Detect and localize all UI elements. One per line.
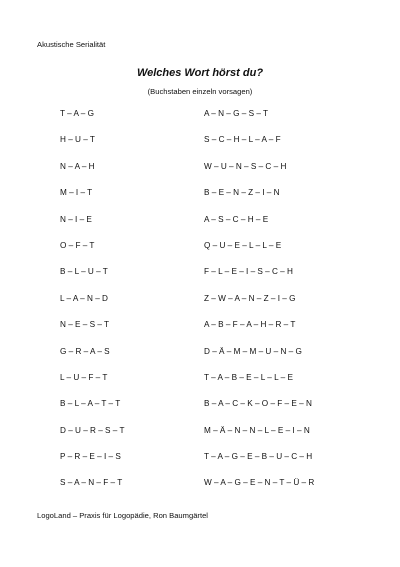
word-right: A – S – C – H – E (204, 214, 269, 224)
word-left: N – I – E (60, 214, 92, 224)
word-row (0, 347, 400, 373)
word-right: M – Ä – N – N – L – E – I – N (204, 425, 310, 435)
word-left: G – R – A – S (60, 346, 110, 356)
word-left: T – A – G (60, 109, 94, 118)
word-left: S – A – N – F – T (60, 478, 123, 488)
word-right: S – C – H – L – A – F (204, 135, 281, 145)
word-row (0, 452, 400, 478)
word-left: O – F – T (60, 240, 95, 250)
word-row (0, 215, 400, 241)
word-row (0, 162, 400, 188)
word-grid (0, 109, 400, 505)
word-left: L – A – N – D (60, 293, 108, 303)
word-right: T – A – B – E – L – L – E (204, 372, 293, 382)
word-right: B – A – C – K – O – F – E – N (204, 399, 312, 409)
word-row (0, 241, 400, 267)
word-right: D – Ä – M – M – U – N – G (204, 346, 302, 356)
word-row (0, 373, 400, 399)
word-row (0, 399, 400, 425)
word-right: Z – W – A – N – Z – I – G (204, 293, 296, 303)
word-left: L – U – F – T (60, 372, 108, 382)
word-row (0, 320, 400, 346)
word-row (0, 294, 400, 320)
word-row (0, 188, 400, 214)
word-right: A – B – F – A – H – R – T (204, 320, 296, 330)
word-left: B – L – A – T – T (60, 399, 121, 409)
word-right: B – E – N – Z – I – N (204, 188, 280, 198)
page-header: Akustische Serialität (37, 40, 106, 49)
page-footer: LogoLand – Praxis für Logopädie, Ron Baumgärtel (37, 511, 208, 520)
word-left: M – I – T (60, 188, 93, 198)
word-right: Q – U – E – L – L – E (204, 240, 282, 250)
word-row (0, 426, 400, 452)
word-right: W – U – N – S – C – H (204, 161, 287, 171)
word-row (0, 109, 400, 135)
word-left: N – A – H (60, 161, 95, 171)
word-left: H – U – T (60, 135, 95, 145)
word-left: B – L – U – T (60, 267, 108, 277)
word-left: D – U – R – S – T (60, 425, 125, 435)
word-row (0, 267, 400, 293)
word-left: N – E – S – T (60, 320, 109, 330)
word-right: A – N – G – S – T (204, 109, 269, 118)
word-row (0, 478, 400, 504)
page-title: Welches Wort hörst du? (136, 67, 264, 79)
page-subtitle: (Buchstaben einzeln vorsagen) (147, 87, 253, 96)
word-left: P – R – E – I – S (60, 452, 121, 462)
word-right: F – L – E – I – S – C – H (204, 267, 293, 277)
word-row (0, 135, 400, 161)
word-right: W – A – G – E – N – T – Ü – R (204, 478, 315, 488)
word-right: T – A – G – E – B – U – C – H (204, 452, 313, 462)
